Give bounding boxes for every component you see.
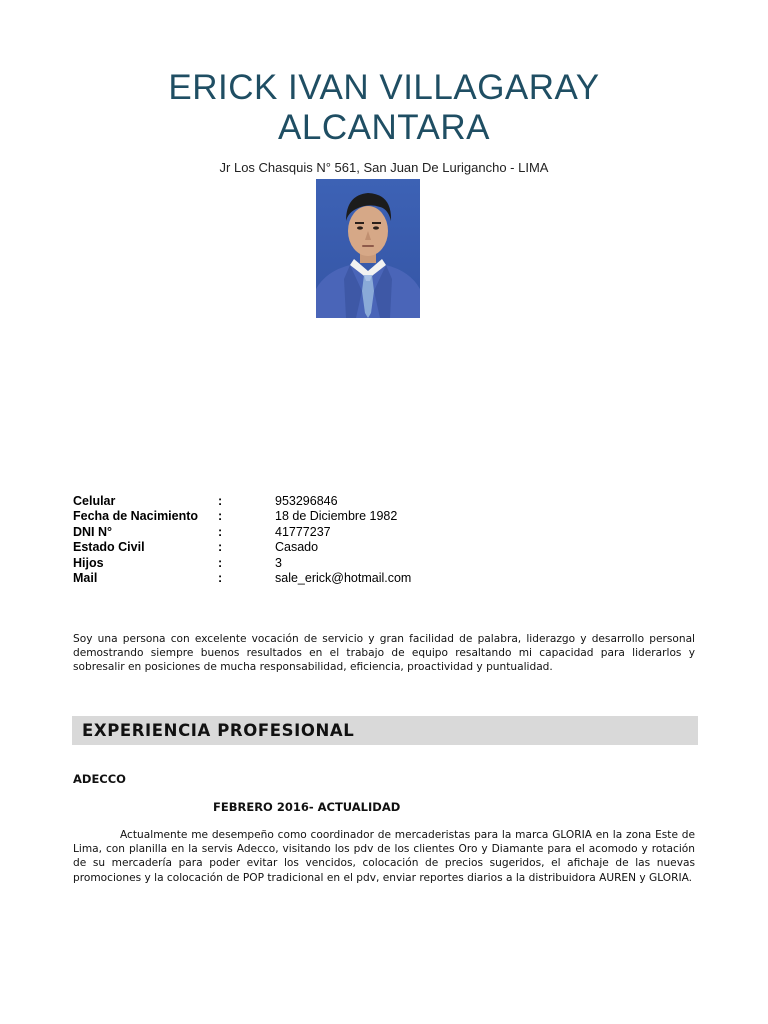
- info-label: Estado Civil: [73, 540, 145, 555]
- info-colon: :: [218, 509, 223, 524]
- section-header-experience: [72, 716, 698, 745]
- profile-photo-icon: [316, 179, 420, 318]
- info-row-estado-civil: [73, 540, 693, 555]
- info-value: 41777237: [275, 524, 331, 539]
- info-label: Celular: [73, 494, 116, 508]
- info-colon: :: [218, 524, 223, 539]
- info-value: Casado: [275, 540, 319, 555]
- info-label: Mail: [73, 570, 98, 585]
- info-row-mail: [73, 571, 693, 586]
- personal-info-table: [73, 494, 693, 586]
- info-value: 18 de Diciembre 1982: [275, 509, 398, 524]
- info-label: Hijos: [73, 555, 104, 570]
- info-value: 953296846: [275, 494, 338, 508]
- candidate-address: Jr Los Chasquis N° 561, San Juan De Lurigancho - LIMA: [219, 160, 549, 175]
- info-colon: :: [218, 494, 223, 508]
- profile-summary: Soy una persona con excelente vocación de servicio y gran facilidad de palabra, liderazgo y desarrollo personal demostrando siempre buenos resultados en el trabajo de equipo resaltando mi capacidad para liderarlos y sobresalir en posiciones de mucha responsabilidad, eficiencia, proactividad y puntualidad.: [73, 633, 695, 673]
- info-colon: :: [218, 540, 223, 555]
- candidate-name-line2: ALCANTARA: [278, 108, 490, 147]
- info-colon: :: [218, 570, 223, 585]
- info-row-fecha-nacimiento: [73, 509, 693, 524]
- info-row-dni: [73, 525, 693, 540]
- info-row-hijos: [73, 556, 693, 571]
- candidate-name-line1: ERICK IVAN VILLAGARAY: [168, 68, 600, 107]
- experience-description: Actualmente me desempeño como coordinador de mercaderistas para la marca GLORIA en la zona Este de Lima, con planilla en la servis Adecco, visitando los pdv de los clientes Oro y Diamante para el acomodo y rotación de su mercadería para poder evitar los vencidos, colocación de precios sugeridos, el afichaje de las nuevas promociones y la colocación de POP tradicional en el pdv, enviar reportes diarios a la distribuidora AUREN y GLORIA.: [73, 829, 695, 884]
- info-row-celular: [73, 494, 693, 509]
- info-value: 3: [275, 555, 282, 570]
- info-colon: :: [218, 555, 223, 570]
- email-value: sale_erick@hotmail.com: [275, 570, 412, 585]
- info-label: Fecha de Nacimiento: [73, 509, 199, 524]
- experience-company: ADECCO: [73, 772, 126, 786]
- experience-period: FEBRERO 2016- ACTUALIDAD: [213, 800, 401, 814]
- info-label: DNI N°: [73, 524, 113, 539]
- candidate-name: [0, 68, 768, 148]
- section-title: EXPERIENCIA PROFESIONAL: [82, 721, 355, 740]
- profile-photo: [316, 179, 420, 318]
